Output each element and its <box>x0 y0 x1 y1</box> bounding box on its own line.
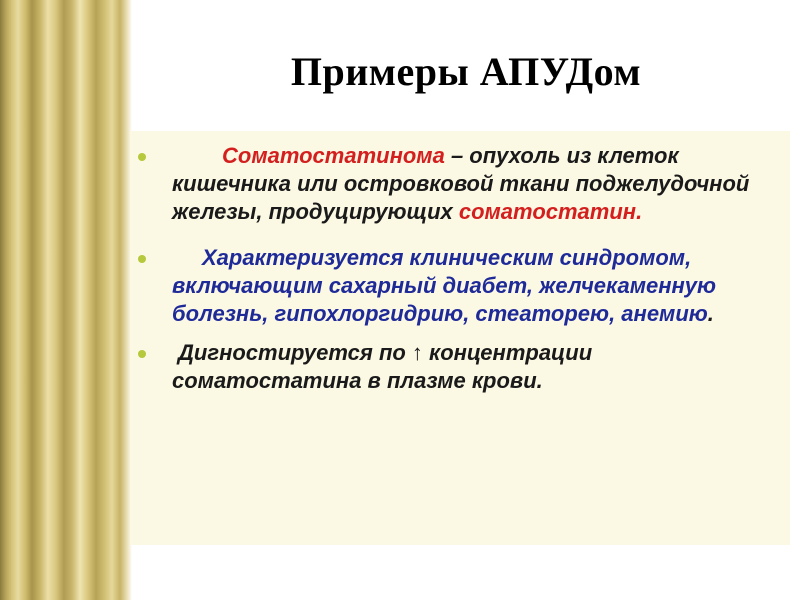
bullet-text: Дигностируется по ↑ концентрации соматостатина в плазме крови. <box>172 340 593 393</box>
bullet-item-somatostatinoma <box>130 142 790 226</box>
bullet-period: . <box>707 301 714 326</box>
bullet-text: Характеризуется клиническим синдромом, включающим сахарный диабет, желчекаменную болезнь, гипохлоргидрию, стеаторею, анемию <box>172 245 717 326</box>
bullet-dot-icon <box>138 350 146 358</box>
bullet-list <box>130 142 790 395</box>
bullet-item-diagnosis <box>130 339 790 395</box>
bullet-text: – опухоль из клеток кишечника или островковой ткани поджелудочной железы, продуцирующих <box>172 143 750 224</box>
bullet-dot-icon <box>138 153 146 161</box>
slide-title: Примеры АПУДом <box>290 49 642 94</box>
decorative-side-band <box>0 0 132 600</box>
content-box <box>130 131 790 545</box>
bullet-item-clinical-syndrome <box>130 244 790 328</box>
bullet-dot-icon <box>138 255 146 263</box>
term-somatostatin: соматостатин. <box>458 199 643 224</box>
term-somatostatinoma: Соматостатинома <box>222 143 445 168</box>
